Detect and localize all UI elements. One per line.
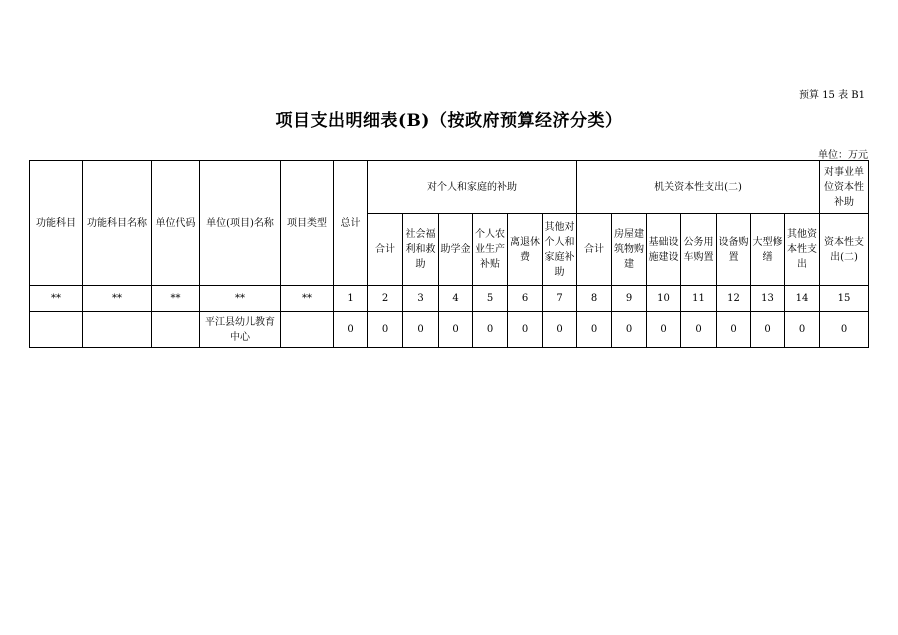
- header-sub: 合计: [368, 214, 403, 286]
- index-cell: 15: [820, 286, 869, 312]
- data-cell: [83, 312, 152, 348]
- header-sub: 公务用车购置: [681, 214, 717, 286]
- header-sub: 离退休费: [508, 214, 543, 286]
- header-func-subject-name: 功能科目名称: [83, 161, 152, 286]
- form-code: 预算 15 表 B1: [799, 90, 865, 101]
- data-cell: 0: [543, 312, 577, 348]
- index-cell: 13: [751, 286, 785, 312]
- header-sub: 其他资本性支出: [785, 214, 820, 286]
- index-cell: 5: [473, 286, 508, 312]
- header-group-agency: 机关资本性支出(二): [577, 161, 820, 214]
- index-cell: **: [30, 286, 83, 312]
- index-cell: 3: [403, 286, 439, 312]
- data-cell: [30, 312, 83, 348]
- index-cell: 4: [439, 286, 473, 312]
- index-cell: 10: [647, 286, 681, 312]
- data-cell: 0: [577, 312, 612, 348]
- data-cell: 0: [785, 312, 820, 348]
- page-title: 项目支出明细表(B)（按政府预算经济分类）: [275, 111, 623, 131]
- index-cell: 8: [577, 286, 612, 312]
- header-sub: 设备购置: [717, 214, 751, 286]
- index-cell: 12: [717, 286, 751, 312]
- data-cell: 0: [612, 312, 647, 348]
- table-row: [30, 312, 869, 348]
- data-cell: 0: [647, 312, 681, 348]
- index-cell: **: [281, 286, 334, 312]
- header-sub: 房屋建筑物购建: [612, 214, 647, 286]
- header-group-personal: 对个人和家庭的补助: [368, 161, 577, 214]
- header-func-subject: 功能科目: [30, 161, 83, 286]
- data-cell: [281, 312, 334, 348]
- data-cell: 0: [473, 312, 508, 348]
- index-row: [30, 286, 869, 312]
- expenditure-table: [29, 160, 869, 348]
- header-project-type: 项目类型: [281, 161, 334, 286]
- header-sub: 合计: [577, 214, 612, 286]
- data-cell: 0: [820, 312, 869, 348]
- data-cell-unit-name: 平江县幼儿教育中心: [200, 312, 281, 348]
- header-sub: 其他对个人和家庭补助: [543, 214, 577, 286]
- data-cell: 0: [368, 312, 403, 348]
- data-cell: [152, 312, 200, 348]
- data-cell: 0: [439, 312, 473, 348]
- index-cell: 11: [681, 286, 717, 312]
- data-cell: 0: [403, 312, 439, 348]
- header-total: 总计: [334, 161, 368, 286]
- data-cell: 0: [334, 312, 368, 348]
- unit-label: 单位：万元: [818, 150, 868, 161]
- index-cell: **: [152, 286, 200, 312]
- data-cell: 0: [751, 312, 785, 348]
- data-cell: 0: [681, 312, 717, 348]
- header-sub: 社会福利和救助: [403, 214, 439, 286]
- header-sub: 助学金: [439, 214, 473, 286]
- index-cell: **: [200, 286, 281, 312]
- header-row-groups: [30, 161, 869, 214]
- index-cell: 6: [508, 286, 543, 312]
- header-sub: 个人农业生产补贴: [473, 214, 508, 286]
- data-cell: 0: [508, 312, 543, 348]
- header-sub: 资本性支出(二): [820, 214, 869, 286]
- header-sub: 基础设施建设: [647, 214, 681, 286]
- header-unit-code: 单位代码: [152, 161, 200, 286]
- index-cell: 1: [334, 286, 368, 312]
- index-cell: 2: [368, 286, 403, 312]
- header-sub: 大型修缮: [751, 214, 785, 286]
- index-cell: **: [83, 286, 152, 312]
- header-group-enterprise: 对事业单位资本性补助: [820, 161, 869, 214]
- index-cell: 7: [543, 286, 577, 312]
- header-unit-project-name: 单位(项目)名称: [200, 161, 281, 286]
- index-cell: 14: [785, 286, 820, 312]
- index-cell: 9: [612, 286, 647, 312]
- data-cell: 0: [717, 312, 751, 348]
